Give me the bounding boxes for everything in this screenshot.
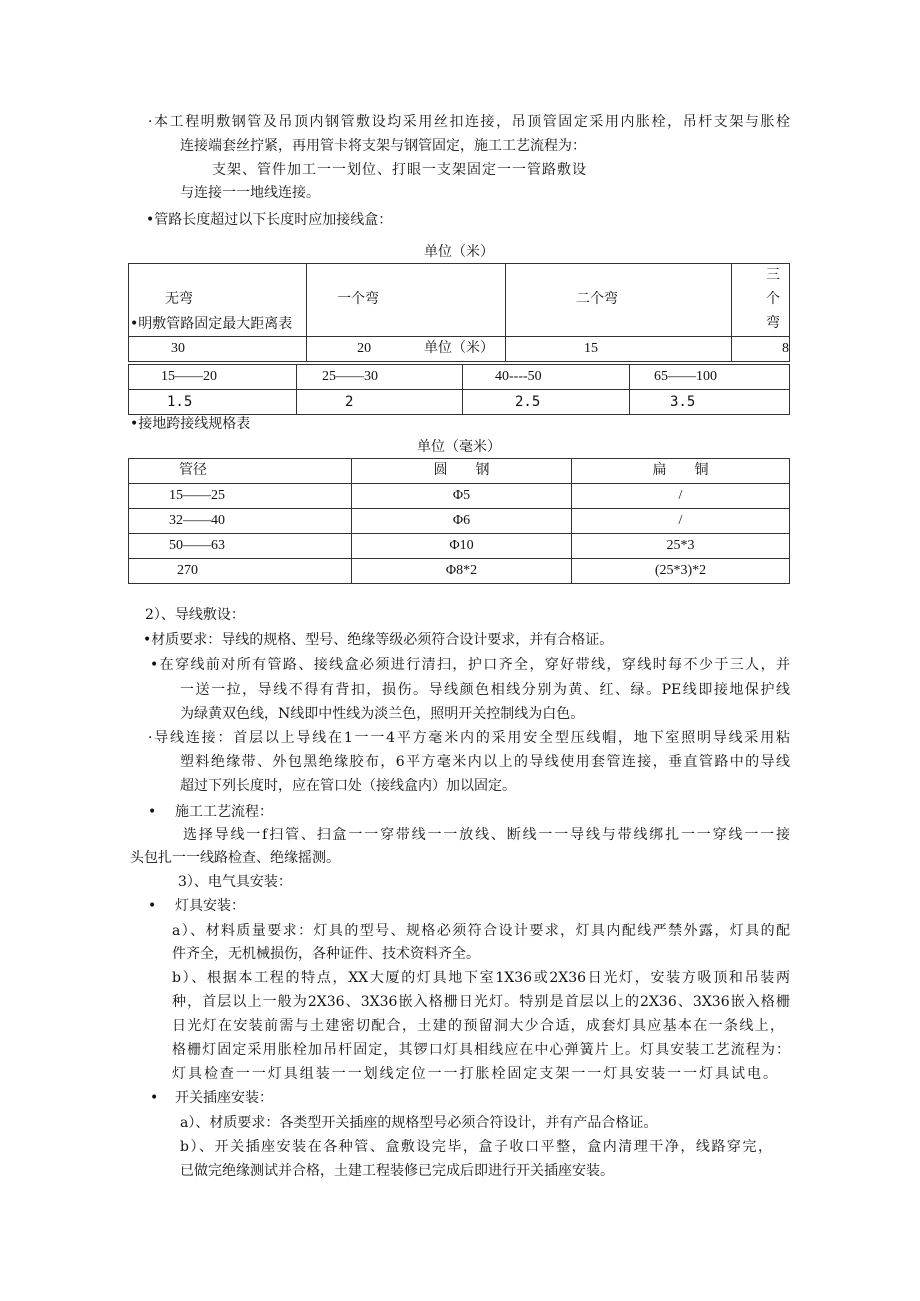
bullet: • (148, 804, 157, 820)
table-cell: 2.5 (463, 390, 630, 415)
table-cell: 15 (505, 337, 731, 362)
subheading: 开关插座安装： (175, 1090, 273, 1106)
table-header-row (129, 365, 790, 390)
table-cell: 15——25 (129, 484, 352, 509)
subheading: 施工工艺流程： (175, 804, 273, 820)
text-line: ·导线连接：首层以上导线在1一一4平方毫米内的采用安全型压线帽，地下室照明导线采用粘 (148, 730, 790, 746)
text-line: ·本工程明敷钢管及吊顶内钢管敷设均采用丝扣连接，吊顶管固定采用内胀栓，吊杆支架与胀栓 (148, 114, 790, 130)
text-line: •在穿线前对所有管路、接线盒必须进行清扫，护口齐全，穿好带线，穿线时每不少于三人，并 (150, 657, 790, 673)
table-row (129, 534, 790, 559)
junction-box-heading: •管路长度超过以下长度时应加接线盒： (146, 212, 393, 228)
table-row (129, 509, 790, 534)
table-cell: 65——100 (630, 365, 790, 390)
table-cell: 二个弯 (505, 264, 731, 337)
unit-label: 单位（米） (424, 244, 494, 260)
text-line: 连接端套丝拧紧，再用管卡将支架与钢管固定，施工工艺流程为： (180, 138, 586, 154)
table-cell: 20 (307, 337, 506, 362)
text-line: 一送一拉，导线不得有背扣，损伤。导线颜色相线分别为黄、红、绿。PE线即接地保护线 (180, 682, 790, 698)
table-cell: 15——20 (129, 365, 297, 390)
text-line: 种，首层以上一般为2X36、3X36嵌入格栅日光灯。特别是首层以上的2X36、3X36嵌入格栅 (172, 994, 790, 1010)
table-cell: 一个弯 (307, 264, 506, 337)
table-cell: Φ10 (352, 534, 572, 559)
table-cell: 无弯 (129, 264, 307, 337)
text-line: 与连接一一地线连接。 (180, 185, 320, 201)
ground-jumper-heading: •接地跨接线规格表 (130, 416, 251, 432)
table-cell: 32——40 (129, 509, 352, 534)
max-distance-heading: •明敷管路固定最大距离表 (130, 316, 293, 332)
table-cell: 30 (129, 337, 307, 362)
text-line: 已做完绝缘测试并合格，土建工程装修已完成后即进行开关插座安装。 (180, 1163, 614, 1179)
table-cell: 8 (732, 337, 790, 362)
table-cell: 25*3 (572, 534, 790, 559)
table-cell: 25——30 (297, 365, 463, 390)
table-cell: 3.5 (630, 390, 790, 415)
table-cell: 50——63 (129, 534, 352, 559)
unit-label: 单位（米） (424, 340, 494, 356)
bullet: • (150, 1090, 159, 1106)
subheading: 灯具安装： (175, 898, 245, 914)
section-heading: 2）、导线敷设： (145, 607, 245, 623)
text-line: 支架、管件加工一一划位、打眼一支架固定一一管路敷设 (212, 162, 587, 178)
text-line: 日光灯在安装前需与土建密切配合，土建的预留洞大少合适，成套灯具应基本在一条线上， (172, 1018, 784, 1034)
bullet: • (148, 898, 157, 914)
table-cell: (25*3)*2 (572, 559, 790, 584)
text-line: a）、材料质量要求：灯具的型号、规格必须符合设计要求，灯具内配线严禁外露，灯具的配 (172, 923, 790, 939)
unit-label: 单位（毫米） (417, 439, 501, 455)
table-cell: 1.5 (129, 390, 297, 415)
text-line: 选择导线一f扫管、扫盒一一穿带线一一放线、断线一一导线与带线绑扎一一穿线一一接 (183, 827, 790, 843)
text-line: 件齐全，无机械损伤，各种证件、技术资料齐全。 (172, 946, 480, 962)
table-cell: 三个弯 (732, 264, 790, 337)
table-cell: / (572, 509, 790, 534)
text-line: 格栅灯固定采用胀栓加吊杆固定，其锣口灯具相线应在中心弹簧片上。灯具安装工艺流程为： (172, 1042, 790, 1058)
table-row (129, 484, 790, 509)
text-line: 超过下列长度时，应在管口处（接线盒内）加以固定。 (180, 778, 516, 794)
section-heading: 3）、电气具安装： (178, 874, 292, 890)
table-cell: 270 (129, 559, 352, 584)
table-header-row (129, 459, 790, 484)
text-line: 灯具检查一一灯具组装一一划线定位一一打胀栓固定支架一一灯具安装一一灯具试电。 (172, 1066, 777, 1082)
table-cell: Φ8*2 (352, 559, 572, 584)
table-row (129, 390, 790, 415)
table-cell: Φ5 (352, 484, 572, 509)
text-line: a）、材质要求：各类型开关插座的规格型号必须合符设计，并有产品合格证。 (180, 1115, 658, 1131)
table-row (129, 559, 790, 584)
max-distance-table (128, 364, 790, 415)
table-cell: 40----50 (463, 365, 630, 390)
table-cell: 圆 钢 (352, 459, 572, 484)
table-cell: 2 (297, 390, 463, 415)
text-line: b）、根据本工程的特点，XX大厦的灯具地下室1X36或2X36日光灯，安装方吸顶和吊装两 (172, 970, 790, 986)
text-line: 头包扎一一线路检查、绝缘摇测。 (130, 850, 340, 866)
table-cell: 管径 (129, 459, 352, 484)
table-cell: 扁 铜 (572, 459, 790, 484)
table-cell: / (572, 484, 790, 509)
text-line: •材质要求：导线的规格、型号、绝缘等级必须符合设计要求，并有合格证。 (143, 632, 614, 648)
table-cell: Φ6 (352, 509, 572, 534)
ground-jumper-table (128, 458, 790, 584)
text-line: 为绿黄双色线，N线即中性线为淡兰色，照明开关控制线为白色。 (180, 706, 585, 722)
text-line: b）、开关插座安装在各种管、盒敷设完毕，盒子收口平整，盒内清理干净，线路穿完， (180, 1139, 772, 1155)
text-line: 塑料绝缘带、外包黑绝缘胶布，6平方毫米内以上的导线使用套管连接，垂直管路中的导线 (180, 754, 790, 770)
